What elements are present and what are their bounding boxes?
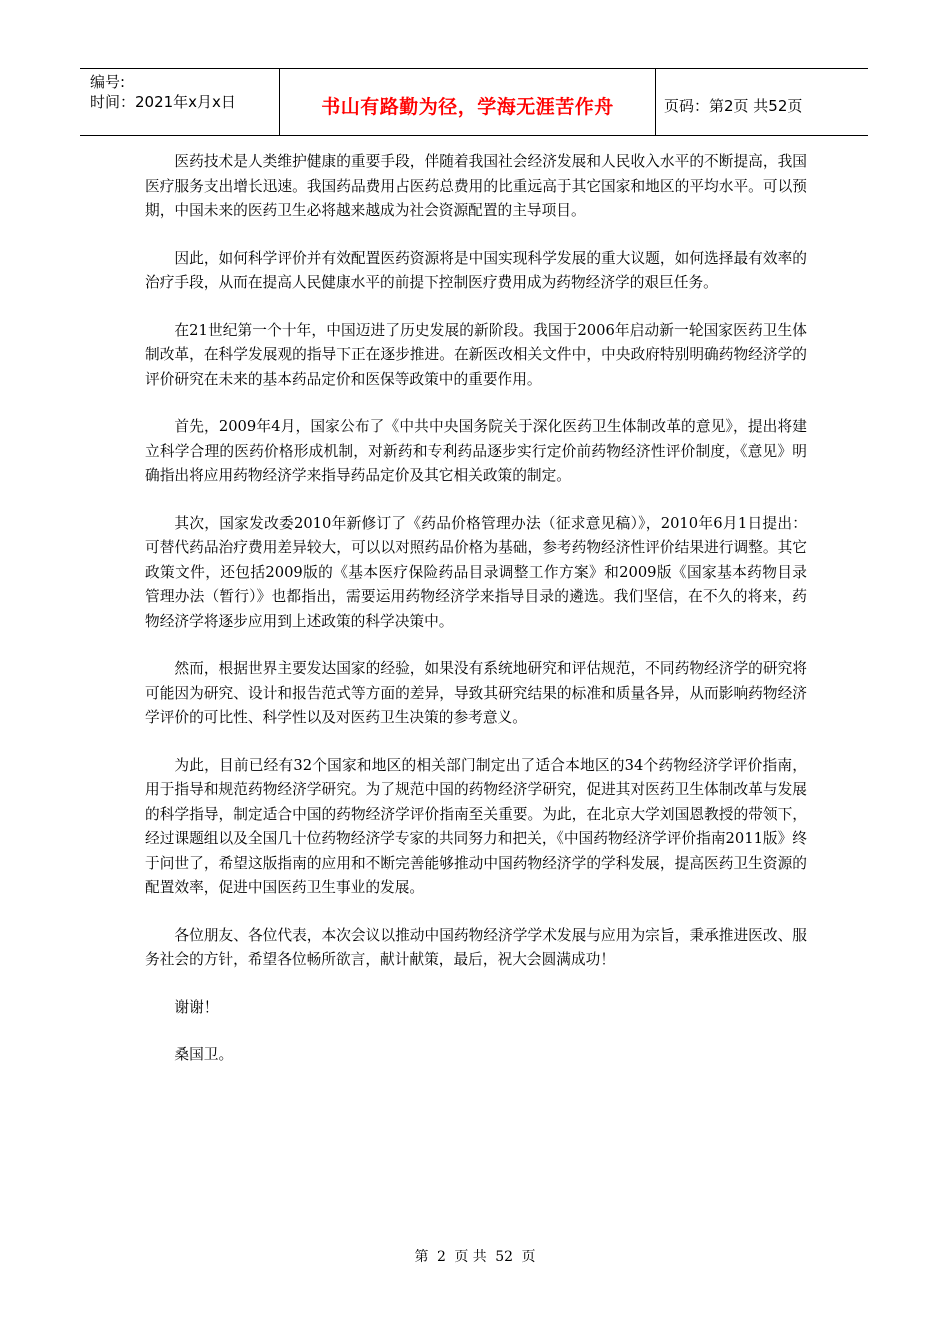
paragraph-5: 其次，国家发改委2010年新修订了《药品价格管理办法（征求意见稿）》，2010年6月1日提出：可替代药品治疗费用差异较大，可以以对照药品价格为基础，参考药物经济性评价结果进行调整。其它政策文件，还包括2009版的《基本医疗保险药品目录调整工作方案》和2009版《国家基本药物目录管理办法（暂行）》也都指出，需要运用药物经济学来指导目录的遴选。我们坚信，在不久的将来，药物经济学将逐步应用到上述政策的科学决策中。 bbox=[145, 514, 807, 630]
paragraph-4: 首先，2009年4月，国家公布了《中共中央国务院关于深化医药卫生体制改革的意见》，提出将建立科学合理的医药价格形成机制，对新药和专利药品逐步实行定价前药物经济性评价制度，《意见》明确指出将应用药物经济学来指导药品定价及其它相关政策的制定。 bbox=[145, 418, 807, 484]
page-info: 页码：第2页 共52页 bbox=[664, 96, 803, 115]
paragraph-3: 在21世纪第一个十年，中国迈进了历史发展的新阶段。我国于2006年启动新一轮国家医药卫生体制改革，在科学发展观的指导下正在逐步推进。在新医改相关文件中，中央政府特别明确药物经济学的评价研究在未来的基本药品定价和医保等政策中的重要作用。 bbox=[145, 321, 807, 388]
paragraph-8: 各位朋友、各位代表，本次会议以推动中国药物经济学学术发展与应用为宗旨，秉承推进医改、服务社会的方针，希望各位畅所欲言，献计献策，最后，祝大会圆满成功！ bbox=[145, 926, 807, 968]
document-date: 时间：2021年x月x日 bbox=[90, 93, 236, 111]
paragraph-7: 为此，目前已经有32个国家和地区的相关部门制定出了适合本地区的34个药物经济学评价指南，用于指导和规范药物经济学研究。为了规范中国的药物经济学研究，促进其对医药卫生体制改革与发展的科学指导，制定适合中国的药物经济学评价指南至关重要。为此，在北京大学刘国恩教授的带领下，经过课题组以及全国几十位药物经济学专家的共同努力和把关，《中国药物经济学评价指南2011版》终于问世了，希望这版指南的应用和不断完善能够推动中国药物经济学的学科发展，提高医药卫生资源的配置效率，促进中国医药卫生事业的发展。 bbox=[145, 756, 807, 896]
page-footer bbox=[0, 1246, 950, 1266]
paragraph-2: 因此，如何科学评价并有效配置医药资源将是中国实现科学发展的重大议题，如何选择最有效率的治疗手段，从而在提高人民健康水平的前提下控制医疗费用成为药物经济学的艰巨任务。 bbox=[145, 249, 807, 291]
footer-total-pages: 52 bbox=[495, 1249, 514, 1265]
header-motto-cell bbox=[280, 69, 656, 135]
document-number-label: 编号: bbox=[90, 73, 126, 91]
document-body bbox=[145, 150, 807, 1091]
paragraph-6: 然而，根据世界主要发达国家的经验，如果没有系统地研究和评估规范，不同药物经济学的研究将可能因为研究、设计和报告范式等方面的差异，导致其研究结果的标准和质量各异，从而影响药物经济学评价的可比性、科学性以及对医药卫生决策的参考意义。 bbox=[145, 660, 807, 726]
header-meta bbox=[80, 69, 280, 135]
header-page-info-cell bbox=[656, 69, 868, 135]
footer-prefix: 第 bbox=[414, 1249, 429, 1265]
footer-suffix: 页 bbox=[521, 1249, 536, 1265]
paragraph-1: 医药技术是人类维护健康的重要手段，伴随着我国社会经济发展和人民收入水平的不断提高，我国医疗服务支出增长迅速。我国药品费用占医药总费用的比重远高于其它国家和地区的平均水平。可以预期，中国未来的医药卫生必将越来越成为社会资源配置的主导项目。 bbox=[145, 153, 807, 219]
footer-mid: 页 共 bbox=[454, 1249, 487, 1265]
motto-text: 书山有路勤为径，学海无涯苦作舟 bbox=[321, 95, 614, 118]
signature-line: 桑国卫。 bbox=[174, 1046, 234, 1063]
footer-page-number: 2 bbox=[436, 1249, 446, 1265]
thanks-line: 谢谢！ bbox=[174, 998, 219, 1016]
page-header bbox=[80, 68, 868, 136]
